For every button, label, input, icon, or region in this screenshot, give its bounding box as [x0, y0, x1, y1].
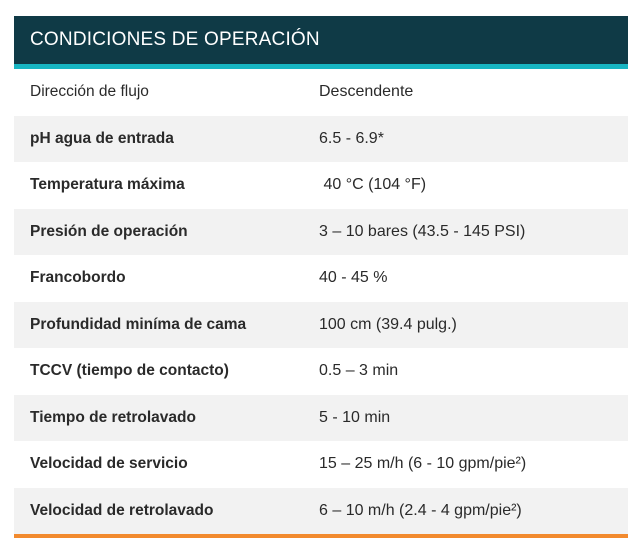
row-label: Dirección de flujo — [30, 83, 149, 101]
row-label: Presión de operación — [30, 222, 188, 240]
table-row-max-temperature — [14, 162, 628, 209]
row-label: Profundidad miníma de cama — [30, 315, 247, 333]
operating-conditions-table — [14, 16, 628, 538]
row-value: 6.5 - 6.9* — [319, 129, 384, 147]
table-row-service-velocity — [14, 441, 628, 488]
table-row-flow-direction — [14, 69, 628, 116]
row-value: 100 cm (39.4 pulg.) — [319, 315, 457, 333]
row-label: Temperatura máxima — [30, 176, 185, 194]
row-value: 6 – 10 m/h (2.4 - 4 gpm/pie²) — [319, 501, 522, 519]
table-row-ph — [14, 116, 628, 163]
row-value: Descendente — [319, 83, 414, 101]
row-value: 0.5 – 3 min — [319, 362, 399, 380]
table-title: CONDICIONES DE OPERACIÓN — [30, 29, 320, 50]
table-row-backwash-velocity — [14, 488, 628, 535]
row-label: Velocidad de retrolavado — [30, 501, 214, 519]
table-row-backwash-time — [14, 395, 628, 442]
row-value: 40 - 45 % — [319, 269, 388, 287]
table-row-freeboard — [14, 255, 628, 302]
row-value: 5 - 10 min — [319, 408, 391, 426]
row-label: TCCV (tiempo de contacto) — [30, 362, 229, 380]
table-row-contact-time — [14, 348, 628, 395]
row-value: 40 °C (104 °F) — [319, 176, 427, 194]
row-value: 15 – 25 m/h (6 - 10 gpm/pie²) — [319, 455, 527, 473]
table-header — [14, 16, 628, 69]
row-label: Francobordo — [30, 269, 126, 287]
row-label: Tiempo de retrolavado — [30, 408, 196, 426]
table-bottom-accent-bar — [14, 534, 628, 538]
table-body — [14, 69, 628, 534]
table-row-operating-pressure — [14, 209, 628, 256]
row-label: Velocidad de servicio — [30, 455, 188, 473]
row-label: pH agua de entrada — [30, 129, 174, 147]
row-value: 3 – 10 bares (43.5 - 145 PSI) — [319, 222, 526, 240]
table-row-min-bed-depth — [14, 302, 628, 349]
